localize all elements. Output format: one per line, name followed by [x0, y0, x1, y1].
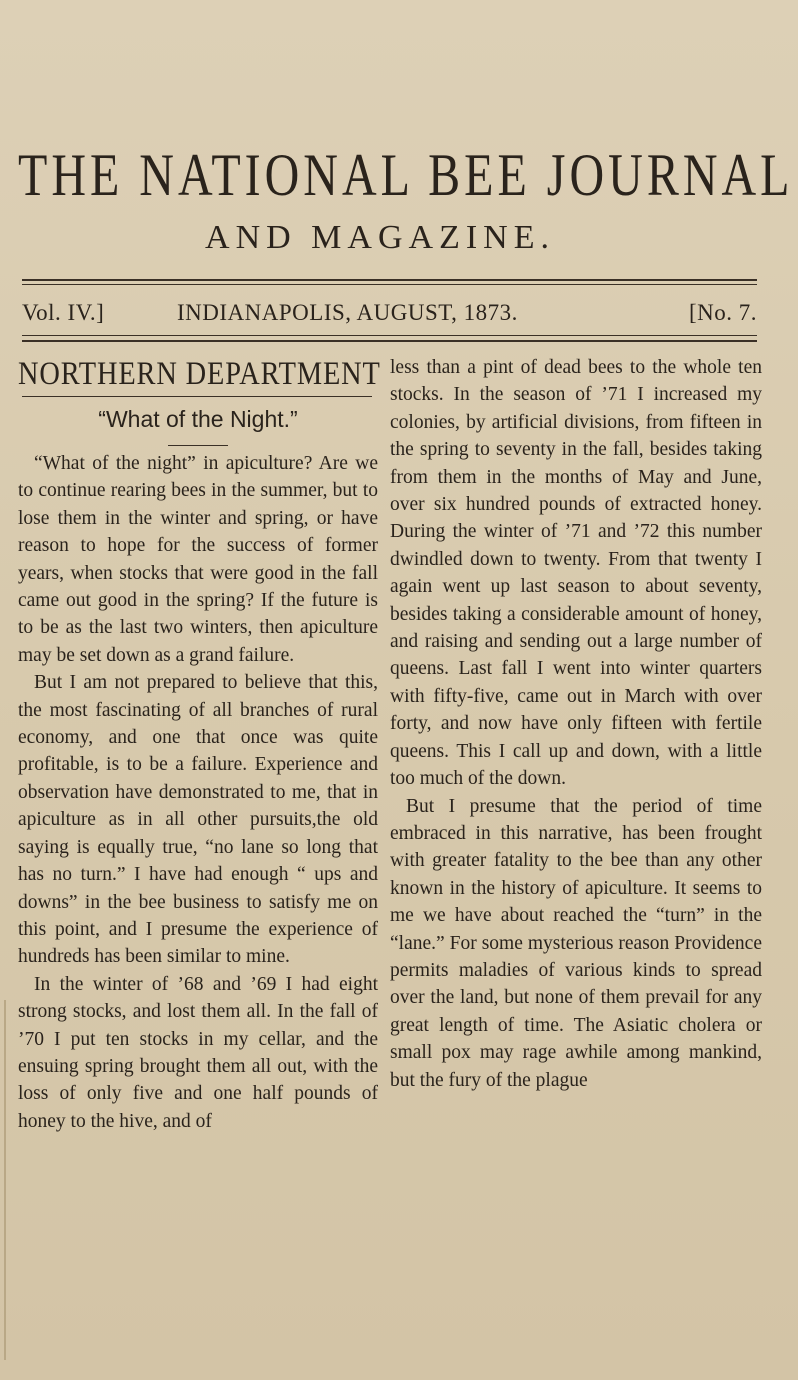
masthead-subtitle: AND MAGAZINE. — [205, 219, 555, 256]
paragraph: “What of the night” in apiculture? Are we to continue rearing bees in the summer, but to lose them in the winter and spring, or have reason to hope for the success of former years, when stocks that were good in the fall came out good in the spring? If the future is to be as the last two winters, then apiculture may be set down as a grand failure. — [18, 453, 378, 666]
volume-label: Vol. IV.] — [22, 300, 105, 325]
department-heading: NORTHERN DEPARTMENT — [18, 356, 381, 392]
title-rule — [168, 445, 228, 446]
left-column — [18, 354, 381, 1135]
article-title: “What of the Night.” — [98, 406, 298, 432]
paragraph: But I am not prepared to believe that this, the most fascinating of all branches of rural economy, and one that once was quite profitable, is to be a failure. Experience and observation have demonstrated to me, that in apiculture as in all other pursuits,the old saying is equally true, “no lane so long that has no turn.” I have had enough “ ups and downs” in the bee business to satisfy me on this point, and I presume the experience of hundreds has been similar to mine. — [18, 672, 378, 968]
department-rule — [22, 396, 372, 397]
paragraph: less than a pint of dead bees to the whole ten stocks. In the season of ’71 I increased my colonies, by artificial divisions, from fifteen in the spring to seventy in the fall, besides taking from them in the months of May and June, over six hundred pounds of extracted honey. During the winter of ’71 and ’72 this number dwindled down to twenty. From that twenty I again went up last season to about seventy, besides taking a considerable amount of honey, and raising and sending out a large number of queens. Last fall I went into winter quarters with fifty-five, came out in March with over forty, and now have only fifteen with fertile queens. This I call up and down, with a little too much of the down. — [390, 357, 762, 790]
masthead-title: THE NATIONAL BEE JOURNAL — [18, 142, 794, 208]
issue-rule-thin — [22, 335, 757, 336]
masthead-rule-top-thin — [22, 284, 757, 285]
issue-rule-thick — [22, 340, 757, 342]
issue-number: [No. 7. — [688, 300, 757, 325]
paragraph: In the winter of ’68 and ’69 I had eight strong stocks, and lost them all. In the fall of ’70 I put ten stocks in my cellar, and the ensuing spring brought them all out, with the loss of only five and one half pounds of honey to the hive, and of — [18, 973, 378, 1132]
issue-line — [22, 296, 757, 330]
page-edge-shadow — [4, 1000, 6, 1360]
place-date: INDIANAPOLIS, AUGUST, 1873. — [177, 300, 518, 325]
masthead-rule-top — [22, 279, 757, 281]
paragraph: But I presume that the period of time embraced in this narrative, has been frought with greater fatality to the bee than any other known in the history of apiculture. It seems to me we have about reached the “turn” in the “lane.” For some mysterious reason Providence permits maladies of various kinds to spread over the land, but none of them prevail for any great length of time. The Asiatic cholera or small pox may rage awhile among mankind, but the fury of the plague — [390, 795, 762, 1091]
right-column — [390, 354, 762, 1094]
